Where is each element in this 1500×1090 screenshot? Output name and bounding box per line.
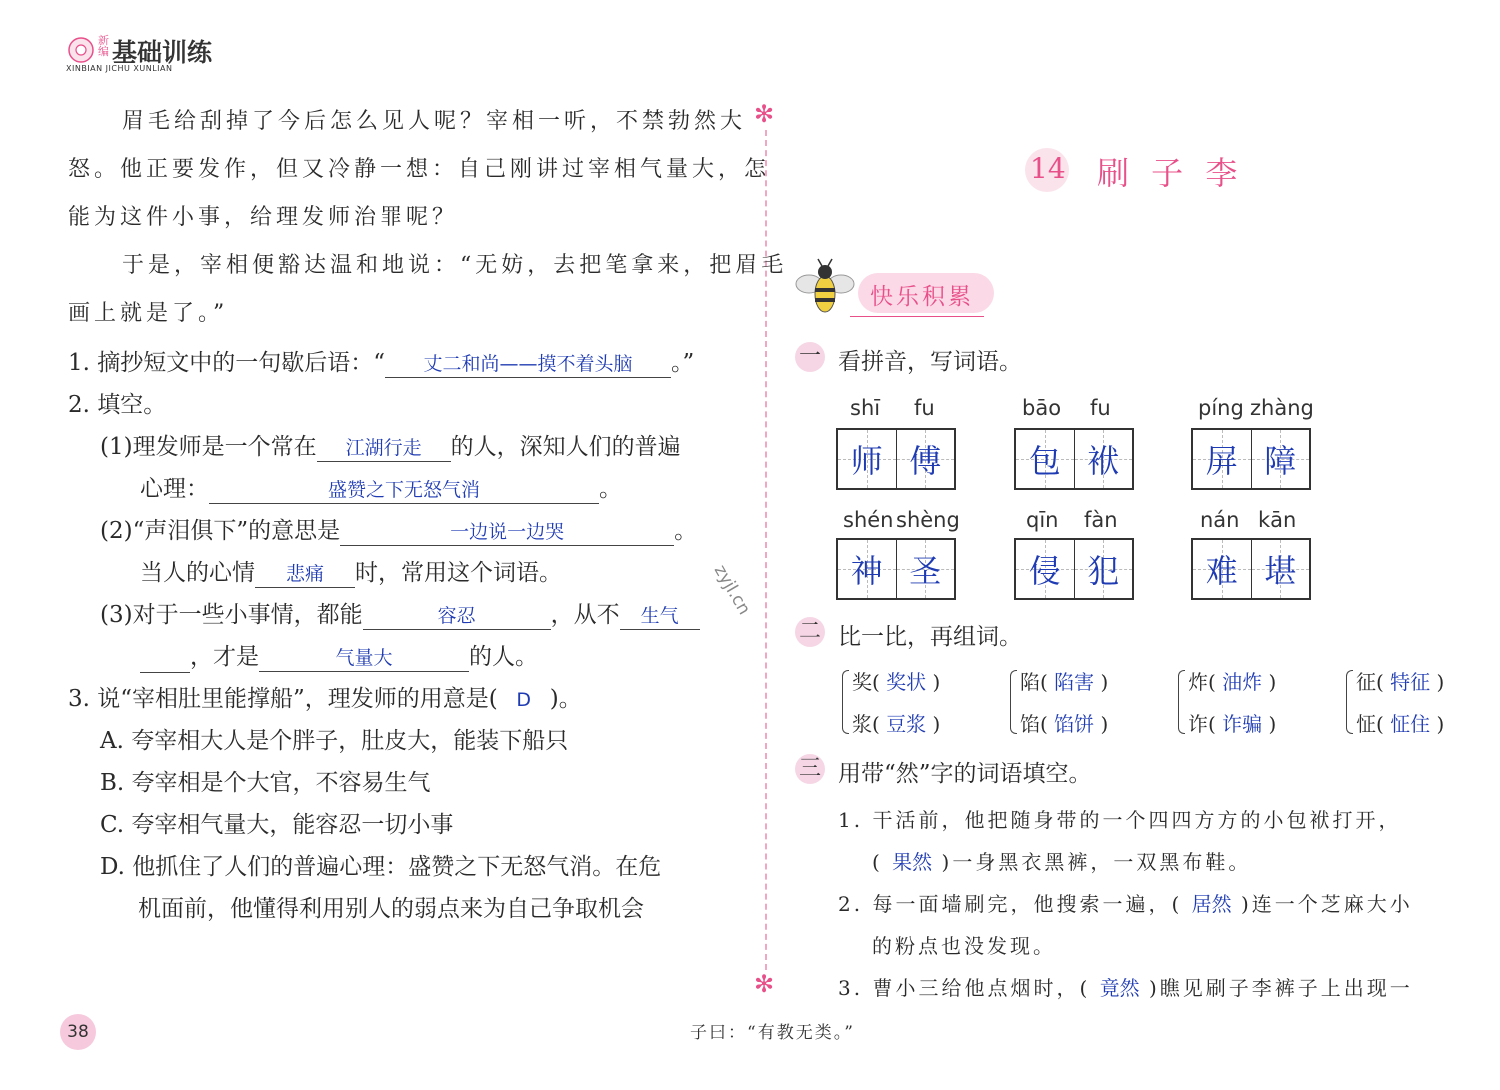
word-box-2 <box>1014 428 1134 490</box>
sec3-item-2-line-1 <box>838 888 1413 917</box>
q1-suffix: 。” <box>671 350 695 376</box>
compare-2a: 陷( 陷害 ) <box>1020 670 1109 694</box>
q2-p3-a: (3)对于一些小事情，都能 <box>100 602 363 628</box>
section-3-number: 三 <box>795 754 825 784</box>
q2-p1-a: (1)理发师是一个常在 <box>100 434 317 460</box>
q2-p3-answer2: 生气 <box>620 605 700 630</box>
page-number: 38 <box>60 1014 96 1050</box>
q2-part3-line2 <box>140 638 538 673</box>
question-1 <box>68 344 694 378</box>
question-2-title: 2. 填空。 <box>68 392 167 418</box>
cmp-char: 炸 <box>1188 670 1208 694</box>
pinyin-4b: shèng <box>896 508 960 532</box>
char: 屏 <box>1205 442 1238 480</box>
word-box-1 <box>836 428 956 490</box>
pinyin-1b: fu <box>914 396 935 420</box>
sec3-answer-1: 果然 <box>892 850 933 874</box>
word-box-2-char-1 <box>1016 430 1074 488</box>
compare-3b: 诈( 诈骗 ) <box>1188 712 1277 736</box>
q3-option-a: A. 夸宰相大人是个胖子，肚皮大，能装下船只 <box>100 728 569 754</box>
word-box-5-char-2 <box>1074 540 1133 598</box>
q2-p2-a: (2)“声泪俱下”的意思是 <box>100 518 341 544</box>
word-box-6-char-1 <box>1193 540 1251 598</box>
char: 包 <box>1028 442 1061 480</box>
cmp-answer: 豆浆 <box>886 712 927 736</box>
sec3-answer-3: 竟然 <box>1099 976 1140 1000</box>
lesson-title: 刷 子 李 <box>1097 154 1244 192</box>
passage-line-1: 眉毛给刮掉了今后怎么见人呢？宰相一听，不禁勃然大 <box>122 109 747 134</box>
sec3-item-1-line-2: ( 果然 )一身黑衣黑裤，一双黑布鞋。 <box>872 850 1252 874</box>
cmp-answer: 馅饼 <box>1054 712 1095 736</box>
cmp-char: 馅 <box>1020 712 1040 736</box>
compare-4a: 征( 特征 ) <box>1356 670 1445 694</box>
char: 侵 <box>1028 552 1061 590</box>
q2-p2-answer2: 悲痛 <box>255 563 355 588</box>
q2-p2-answer1: 一边说一边哭 <box>340 521 674 546</box>
char: 圣 <box>909 552 942 590</box>
sec3-item-3-a: 3. 曹小三给他点烟时，( <box>838 976 1091 1000</box>
char: 障 <box>1264 442 1297 480</box>
sec3-item-3-line-1 <box>838 972 1413 1001</box>
question-3 <box>68 680 582 713</box>
banner-underline <box>850 316 984 317</box>
cmp-char: 怔 <box>1356 712 1376 736</box>
passage-line-4: 于是，宰相便豁达温和地说：“无妨，去把笔拿来，把眉毛 <box>122 253 788 278</box>
passage-line-5: 画上就是了。” <box>68 301 229 326</box>
q1-answer: 丈二和尚——摸不着头脑 <box>385 353 671 378</box>
brace-1 <box>842 670 849 734</box>
word-box-4-char-2 <box>896 540 955 598</box>
pinyin-2b: fu <box>1090 396 1111 420</box>
passage-line-2: 怒。他正要发作，但又冷静一想：自己刚讲过宰相气量大，怎 <box>68 157 771 182</box>
pinyin-5a: qīn <box>1026 508 1059 532</box>
word-box-5-char-1 <box>1016 540 1074 598</box>
cmp-answer: 诈骗 <box>1222 712 1263 736</box>
cmp-char: 陷 <box>1020 670 1040 694</box>
pinyin-6b: kān <box>1258 508 1297 532</box>
word-box-5 <box>1014 538 1134 600</box>
pinyin-1a: shī <box>850 396 881 420</box>
cmp-answer: 特征 <box>1390 670 1431 694</box>
compare-2b: 馅( 馅饼 ) <box>1020 712 1109 736</box>
compare-1b: 浆( 豆浆 ) <box>852 712 941 736</box>
compare-1a: 奖( 奖状 ) <box>852 670 941 694</box>
brace-4 <box>1346 670 1353 734</box>
char: 神 <box>850 552 883 590</box>
q2-part3-line1 <box>100 596 700 630</box>
sec3-item-2-b: )连一个芝麻大小 <box>1240 892 1413 916</box>
logo-flower-icon <box>66 35 96 65</box>
sec3-item-2-a: 2. 每一面墙刷完，他搜索一遍，( <box>838 892 1183 916</box>
cmp-answer: 奖状 <box>886 670 927 694</box>
word-box-3 <box>1191 428 1311 490</box>
compare-4b: 怔( 怔住 ) <box>1356 712 1445 736</box>
section-1-number: 一 <box>795 342 825 372</box>
q2-p2-b: 。 <box>674 518 698 544</box>
q2-p1-c: 心理： <box>140 476 209 502</box>
cmp-char: 浆 <box>852 712 872 736</box>
pinyin-6a: nán <box>1200 508 1240 532</box>
passage-line-3: 能为这件小事，给理发师治罪呢？ <box>68 205 459 230</box>
q3-option-b: B. 夸宰相是个大官，不容易生气 <box>100 770 431 796</box>
section-1-title: 看拼音，写词语。 <box>838 349 1022 375</box>
cmp-answer: 陷害 <box>1054 670 1095 694</box>
section-3-title: 用带“然”字的词语填空。 <box>838 761 1092 787</box>
pinyin-5b: fàn <box>1084 508 1118 532</box>
q1-prefix: 1. 摘抄短文中的一句歇后语：“ <box>68 350 386 376</box>
char: 袱 <box>1087 442 1120 480</box>
q2-part2-line1 <box>100 512 697 546</box>
word-box-4-char-1 <box>838 540 896 598</box>
q2-p2-c: 当人的心情 <box>140 560 255 586</box>
word-box-3-char-2 <box>1251 430 1310 488</box>
q3-prefix: 3. 说“宰相肚里能撑船”，理发师的用意是( <box>68 686 498 712</box>
char: 犯 <box>1087 552 1120 590</box>
char: 难 <box>1205 552 1238 590</box>
logo-title: 基础训练 <box>112 38 213 67</box>
q3-option-c: C. 夸宰相气量大，能容忍一切小事 <box>100 812 454 838</box>
word-box-6-char-2 <box>1251 540 1310 598</box>
q2-p1-d: 。 <box>599 476 622 502</box>
sec3-item-1-rest: 一身黑衣黑裤，一双黑布鞋。 <box>952 850 1252 874</box>
char: 傅 <box>909 442 942 480</box>
word-box-1-char-1 <box>838 430 896 488</box>
pinyin-3b: zhàng <box>1250 396 1314 420</box>
sec3-item-2-line-2: 的粉点也没发现。 <box>872 934 1056 958</box>
pinyin-4a: shén <box>843 508 894 532</box>
banner-title: 快乐积累 <box>870 284 974 310</box>
section-2-number: 二 <box>795 617 825 647</box>
sec3-item-1-line-1: 1. 干活前，他把随身带的一个四四方方的小包袱打开， <box>838 808 1402 832</box>
q2-part2-line2 <box>140 554 562 588</box>
q2-p3-c: ，才是 <box>190 644 259 670</box>
word-box-2-char-2 <box>1074 430 1133 488</box>
pinyin-2a: bāo <box>1022 396 1062 420</box>
bee-icon <box>795 258 855 320</box>
q2-p1-answer1: 江湖行走 <box>317 437 451 462</box>
logo <box>66 33 226 75</box>
pinyin-3a: píng <box>1198 396 1244 420</box>
word-box-4 <box>836 538 956 600</box>
q3-suffix: )。 <box>549 686 582 712</box>
q2-part1-line2 <box>140 470 622 504</box>
cmp-answer: 怔住 <box>1390 712 1431 736</box>
q3-answer: D <box>516 689 532 711</box>
char: 堪 <box>1264 552 1297 590</box>
q2-p1-answer2: 盛赞之下无怒气消 <box>209 479 599 504</box>
section-2-title: 比一比，再组词。 <box>838 624 1022 650</box>
brace-3 <box>1178 670 1185 734</box>
brace-2 <box>1010 670 1017 734</box>
center-star-top: ✻ <box>754 100 775 128</box>
q2-p3-b: ，从不 <box>550 602 620 628</box>
watermark: zyjl.cn <box>709 561 755 619</box>
footer-quote: 子曰：“有教无类。” <box>690 1023 855 1043</box>
word-box-3-char-1 <box>1193 430 1251 488</box>
word-box-6 <box>1191 538 1311 600</box>
q3-option-d: D. 他抓住了人们的普遍心理：盛赞之下无怒气消。在危 <box>100 854 662 880</box>
cmp-char: 诈 <box>1188 712 1208 736</box>
logo-small-text: 新编 <box>98 34 109 58</box>
center-star-bottom: ✻ <box>754 970 775 998</box>
q2-part1-line1 <box>100 428 681 462</box>
q2-p1-b: 的人，深知人们的普遍 <box>450 434 681 460</box>
q3-option-d-cont: 机面前，他懂得利用别人的弱点来为自己争取机会 <box>138 896 644 922</box>
compare-3a: 炸( 油炸 ) <box>1188 670 1277 694</box>
q2-p3-continuation-blank <box>140 643 190 673</box>
q2-p2-d: 时，常用这个词语。 <box>355 560 562 586</box>
lesson-number-text: 14 <box>1030 152 1066 185</box>
char: 师 <box>850 442 883 480</box>
q2-p3-d: 的人。 <box>469 644 538 670</box>
cmp-answer: 油炸 <box>1222 670 1263 694</box>
cmp-char: 征 <box>1356 670 1376 694</box>
word-box-1-char-2 <box>896 430 955 488</box>
q2-p3-answer3: 气量大 <box>259 647 469 672</box>
cmp-char: 奖 <box>852 670 872 694</box>
sec3-item-3-b: )瞧见刷子李裤子上出现一 <box>1148 976 1413 1000</box>
q2-p3-answer1: 容忍 <box>363 605 551 630</box>
logo-pinyin: XINBIAN JICHU XUNLIAN <box>66 64 173 73</box>
sec3-answer-2: 居然 <box>1191 892 1232 916</box>
